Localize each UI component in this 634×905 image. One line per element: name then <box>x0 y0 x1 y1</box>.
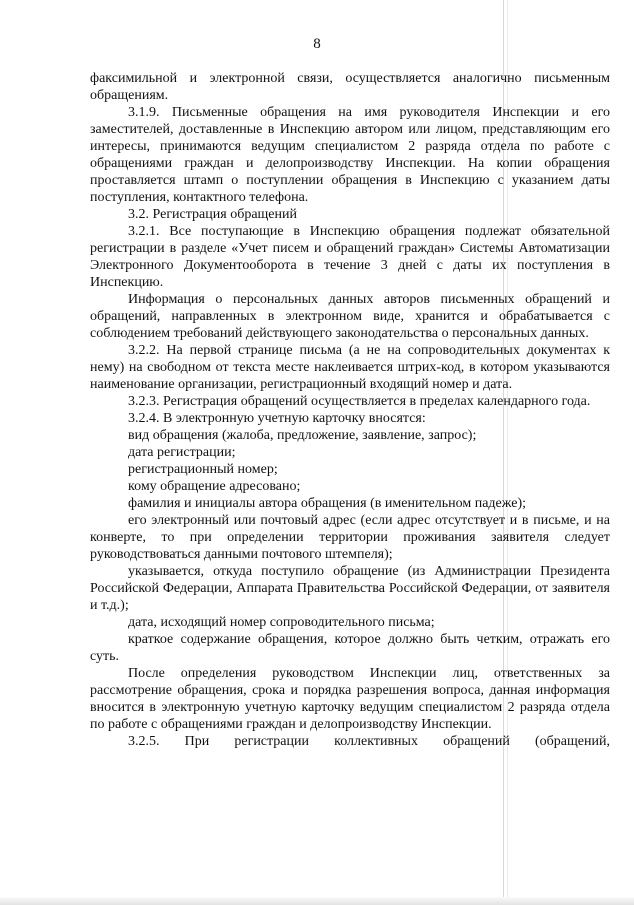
paragraph: факсимильной и электронной связи, осуществляется аналогично письменным обращениям. <box>90 71 610 103</box>
paragraph: После определения руководством Инспекции лиц, ответственных за рассмотрение обращения, срока и порядка разрешения вопроса, данная информация вносится в электронную учетную карточку ведущим специалистом 2 разряда отдела по работе с обращениями граждан и делопроизводству Инспекции. <box>90 666 610 732</box>
page-bottom-edge <box>0 897 634 905</box>
list-item: его электронный или почтовый адрес (если адрес отсутствует и в письме, и на конверте, то при определении территории проживания заявителя следует руководствоваться данными почтового штемпеля); <box>90 513 610 562</box>
paragraph: 3.2.4. В электронную учетную карточку вносятся: <box>128 411 426 426</box>
document-body <box>90 70 610 750</box>
paragraph: 3.2.1. Все поступающие в Инспекцию обращения подлежат обязательной регистрации в разделе «Учет писем и обращений граждан» Системы Автоматизации Электронного Документооборота в течение 3 дней с даты их поступления в Инспекцию. <box>90 224 610 290</box>
list-item: дата регистрации; <box>128 445 236 460</box>
page-number: 8 <box>313 36 321 52</box>
paragraph: 3.1.9. Письменные обращения на имя руководителя Инспекции и его заместителей, доставленные в Инспекцию автором или лицом, представляющим его интересы, принимаются ведущим специалистом 2 разряда отдела по работе с обращениями граждан и делопроизводству Инспекции. На копии обращения проставляется штамп о поступлении обращения в Инспекцию с указанием даты поступления, контактного телефона. <box>90 105 610 205</box>
list-item: регистрационный номер; <box>128 462 278 477</box>
list-item: кому обращение адресовано; <box>128 479 301 494</box>
list-item: указывается, откуда поступило обращение (из Администрации Президента Российской Федерации, Аппарата Правительства Российской Федерации, от заявителя и т.д.); <box>90 564 610 613</box>
list-item: вид обращения (жалоба, предложение, заявление, запрос); <box>128 428 477 443</box>
list-item: фамилия и инициалы автора обращения (в именительном падеже); <box>128 496 527 511</box>
list-item: дата, исходящий номер сопроводительного письма; <box>128 615 435 630</box>
list-item: краткое содержание обращения, которое должно быть четким, отражать его суть. <box>90 632 610 664</box>
section-heading: 3.2. Регистрация обращений <box>128 207 297 222</box>
paragraph: Информация о персональных данных авторов письменных обращений и обращений, направленных в электронном виде, хранится и обрабатывается с соблюдением требований действующего законодательства о персональных данных. <box>90 292 610 341</box>
paragraph: 3.2.3. Регистрация обращений осуществляется в пределах календарного года. <box>128 394 591 409</box>
paragraph: 3.2.5. При регистрации коллективных обращений (обращений, <box>128 734 610 749</box>
paragraph: 3.2.2. На первой странице письма (а не на сопроводительных документах к нему) на свободном от текста месте наклеивается штрих-код, в котором указываются наименование организации, регистрационный входящий номер и дата. <box>90 343 610 392</box>
